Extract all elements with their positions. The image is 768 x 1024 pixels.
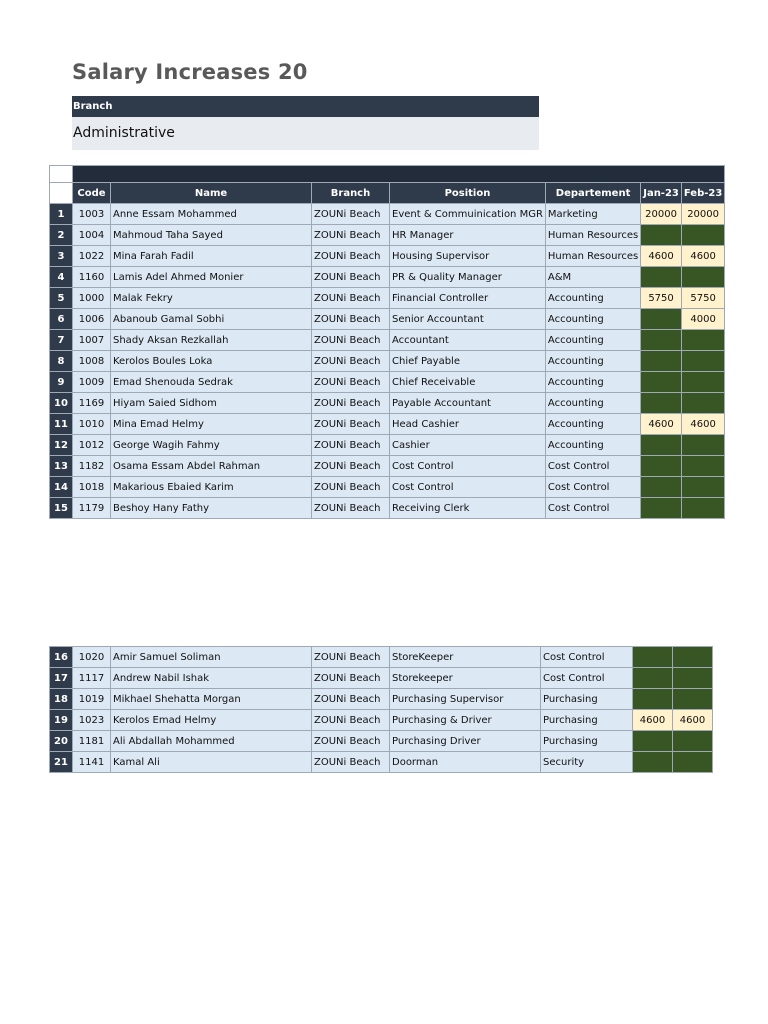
- table-row: [50, 498, 725, 519]
- table-row: [50, 288, 725, 309]
- cell-position: Receiving Clerk: [390, 498, 546, 519]
- cell-branch: ZOUNi Beach: [312, 246, 390, 267]
- cell-branch: ZOUNi Beach: [312, 393, 390, 414]
- branch-value: Administrative: [72, 117, 539, 150]
- page-title: Salary Increases 20: [72, 60, 308, 84]
- cell-code: 1009: [73, 372, 111, 393]
- cell-department: Accounting: [545, 435, 640, 456]
- table-row: [50, 647, 713, 668]
- cell-jan: 5750: [641, 288, 682, 309]
- cell-name: Kamal Ali: [111, 752, 312, 773]
- cell-jan: 4600: [641, 246, 682, 267]
- cell-position: Purchasing Driver: [390, 731, 541, 752]
- cell-position: Doorman: [390, 752, 541, 773]
- cell-jan: [633, 731, 673, 752]
- cell-feb: [681, 435, 724, 456]
- cell-name: Hiyam Saied Sidhom: [111, 393, 312, 414]
- row-number: 21: [50, 752, 73, 773]
- cell-department: Human Resources: [545, 225, 640, 246]
- cell-jan: [641, 435, 682, 456]
- cell-jan: [641, 477, 682, 498]
- cell-feb: [681, 393, 724, 414]
- cell-code: 1007: [73, 330, 111, 351]
- cell-department: Cost Control: [545, 498, 640, 519]
- cell-position: PR & Quality Manager: [390, 267, 546, 288]
- cell-code: 1019: [73, 689, 111, 710]
- cell-code: 1160: [73, 267, 111, 288]
- table-row: [50, 414, 725, 435]
- cell-department: Cost Control: [541, 668, 633, 689]
- cell-position: Chief Payable: [390, 351, 546, 372]
- cell-department: Accounting: [545, 414, 640, 435]
- cell-code: 1006: [73, 309, 111, 330]
- row-number: 14: [50, 477, 73, 498]
- row-number: 12: [50, 435, 73, 456]
- cell-feb: [673, 647, 713, 668]
- row-number: 5: [50, 288, 73, 309]
- row-number: 10: [50, 393, 73, 414]
- cell-feb: [673, 752, 713, 773]
- cell-code: 1169: [73, 393, 111, 414]
- cell-branch: ZOUNi Beach: [312, 731, 390, 752]
- cell-jan: [641, 456, 682, 477]
- cell-branch: ZOUNi Beach: [312, 288, 390, 309]
- cell-code: 1003: [73, 204, 111, 225]
- cell-position: Housing Supervisor: [390, 246, 546, 267]
- row-number: 15: [50, 498, 73, 519]
- cell-name: Shady Aksan Rezkallah: [111, 330, 312, 351]
- cell-position: Purchasing Supervisor: [390, 689, 541, 710]
- cell-jan: 20000: [641, 204, 682, 225]
- cell-branch: ZOUNi Beach: [312, 372, 390, 393]
- cell-department: Marketing: [545, 204, 640, 225]
- cell-name: Ali Abdallah Mohammed: [111, 731, 312, 752]
- cell-feb: 4600: [681, 246, 724, 267]
- row-number: 13: [50, 456, 73, 477]
- cell-feb: [681, 477, 724, 498]
- cell-branch: ZOUNi Beach: [312, 414, 390, 435]
- table-row: [50, 204, 725, 225]
- header-feb: Feb-23: [681, 183, 724, 204]
- cell-position: Financial Controller: [390, 288, 546, 309]
- cell-feb: [681, 225, 724, 246]
- cell-position: Cost Control: [390, 456, 546, 477]
- table-row: [50, 668, 713, 689]
- cell-branch: ZOUNi Beach: [312, 668, 390, 689]
- cell-code: 1004: [73, 225, 111, 246]
- row-number: 3: [50, 246, 73, 267]
- cell-position: Payable Accountant: [390, 393, 546, 414]
- row-number: 4: [50, 267, 73, 288]
- cell-name: Emad Shenouda Sedrak: [111, 372, 312, 393]
- cell-code: 1020: [73, 647, 111, 668]
- cell-department: Accounting: [545, 330, 640, 351]
- cell-jan: [641, 267, 682, 288]
- table-row: [50, 309, 725, 330]
- cell-branch: ZOUNi Beach: [312, 689, 390, 710]
- cell-department: Cost Control: [545, 477, 640, 498]
- cell-feb: 20000: [681, 204, 724, 225]
- cell-code: 1022: [73, 246, 111, 267]
- cell-position: Cost Control: [390, 477, 546, 498]
- cell-department: Purchasing: [541, 731, 633, 752]
- cell-name: Amir Samuel Soliman: [111, 647, 312, 668]
- branch-label: Branch: [72, 96, 539, 117]
- cell-department: Accounting: [545, 393, 640, 414]
- cell-feb: [673, 668, 713, 689]
- cell-name: Lamis Adel Ahmed Monier: [111, 267, 312, 288]
- cell-code: 1181: [73, 731, 111, 752]
- cell-jan: [641, 225, 682, 246]
- cell-position: StoreKeeper: [390, 647, 541, 668]
- cell-feb: [681, 351, 724, 372]
- cell-branch: ZOUNi Beach: [312, 330, 390, 351]
- header-code: Code: [73, 183, 111, 204]
- cell-branch: ZOUNi Beach: [312, 498, 390, 519]
- table-row: [50, 689, 713, 710]
- cell-branch: ZOUNi Beach: [312, 456, 390, 477]
- cell-branch: ZOUNi Beach: [312, 267, 390, 288]
- cell-position: Accountant: [390, 330, 546, 351]
- cell-feb: [681, 330, 724, 351]
- cell-department: Cost Control: [541, 647, 633, 668]
- cell-feb: [673, 731, 713, 752]
- cell-name: Abanoub Gamal Sobhi: [111, 309, 312, 330]
- cell-jan: [641, 330, 682, 351]
- cell-code: 1000: [73, 288, 111, 309]
- cell-branch: ZOUNi Beach: [312, 710, 390, 731]
- cell-jan: [633, 668, 673, 689]
- cell-name: Anne Essam Mohammed: [111, 204, 312, 225]
- cell-department: A&M: [545, 267, 640, 288]
- cell-position: Purchasing & Driver: [390, 710, 541, 731]
- cell-jan: [641, 393, 682, 414]
- cell-position: Event & Commuinication MGR: [390, 204, 546, 225]
- cell-name: Mikhael Shehatta Morgan: [111, 689, 312, 710]
- cell-code: 1010: [73, 414, 111, 435]
- table-header-row: [50, 183, 725, 204]
- row-number: 7: [50, 330, 73, 351]
- cell-name: Kerolos Boules Loka: [111, 351, 312, 372]
- row-number: 9: [50, 372, 73, 393]
- cell-department: Accounting: [545, 288, 640, 309]
- table-row: [50, 752, 713, 773]
- cell-jan: [641, 351, 682, 372]
- cell-branch: ZOUNi Beach: [312, 752, 390, 773]
- cell-feb: 4000: [681, 309, 724, 330]
- header-position: Position: [390, 183, 546, 204]
- header-department: Departement: [545, 183, 640, 204]
- cell-code: 1117: [73, 668, 111, 689]
- table-row: [50, 246, 725, 267]
- table-row: [50, 710, 713, 731]
- table-row: [50, 351, 725, 372]
- cell-feb: [681, 498, 724, 519]
- cell-department: Human Resources: [545, 246, 640, 267]
- cell-position: Chief Receivable: [390, 372, 546, 393]
- header-corner: [50, 183, 73, 204]
- cell-branch: ZOUNi Beach: [312, 309, 390, 330]
- cell-feb: [673, 689, 713, 710]
- header-jan: Jan-23: [641, 183, 682, 204]
- row-number: 1: [50, 204, 73, 225]
- cell-feb: [681, 267, 724, 288]
- cell-department: Purchasing: [541, 710, 633, 731]
- cell-code: 1023: [73, 710, 111, 731]
- table-row: [50, 477, 725, 498]
- cell-code: 1018: [73, 477, 111, 498]
- cell-name: George Wagih Fahmy: [111, 435, 312, 456]
- cell-name: Mahmoud Taha Sayed: [111, 225, 312, 246]
- cell-jan: [641, 498, 682, 519]
- cell-name: Osama Essam Abdel Rahman: [111, 456, 312, 477]
- table-row: [50, 456, 725, 477]
- cell-name: Malak Fekry: [111, 288, 312, 309]
- salary-table-continued: [49, 646, 713, 773]
- table-row: [50, 731, 713, 752]
- cell-feb: [681, 372, 724, 393]
- cell-department: Accounting: [545, 351, 640, 372]
- cell-department: Purchasing: [541, 689, 633, 710]
- cell-feb: 4600: [673, 710, 713, 731]
- cell-name: Mina Emad Helmy: [111, 414, 312, 435]
- cell-feb: 5750: [681, 288, 724, 309]
- table-row: [50, 393, 725, 414]
- cell-department: Accounting: [545, 372, 640, 393]
- row-number: 19: [50, 710, 73, 731]
- table-row: [50, 225, 725, 246]
- cell-jan: [641, 372, 682, 393]
- cell-position: Storekeeper: [390, 668, 541, 689]
- cell-branch: ZOUNi Beach: [312, 204, 390, 225]
- table-row: [50, 372, 725, 393]
- table-title-band: [50, 166, 725, 183]
- header-branch: Branch: [312, 183, 390, 204]
- cell-code: 1182: [73, 456, 111, 477]
- cell-name: Mina Farah Fadil: [111, 246, 312, 267]
- row-number: 18: [50, 689, 73, 710]
- cell-jan: [633, 752, 673, 773]
- table-row: [50, 267, 725, 288]
- row-number: 17: [50, 668, 73, 689]
- row-number: 8: [50, 351, 73, 372]
- cell-name: Makarious Ebaied Karim: [111, 477, 312, 498]
- cell-name: Kerolos Emad Helmy: [111, 710, 312, 731]
- header-name: Name: [111, 183, 312, 204]
- cell-feb: 4600: [681, 414, 724, 435]
- salary-table: [49, 165, 725, 519]
- row-number: 6: [50, 309, 73, 330]
- cell-feb: [681, 456, 724, 477]
- row-number: 20: [50, 731, 73, 752]
- cell-branch: ZOUNi Beach: [312, 647, 390, 668]
- cell-branch: ZOUNi Beach: [312, 477, 390, 498]
- cell-code: 1008: [73, 351, 111, 372]
- row-number: 16: [50, 647, 73, 668]
- table-row: [50, 330, 725, 351]
- row-number: 2: [50, 225, 73, 246]
- cell-jan: [641, 309, 682, 330]
- cell-name: Beshoy Hany Fathy: [111, 498, 312, 519]
- cell-branch: ZOUNi Beach: [312, 351, 390, 372]
- cell-jan: 4600: [641, 414, 682, 435]
- table-row: [50, 435, 725, 456]
- row-number: 11: [50, 414, 73, 435]
- cell-code: 1179: [73, 498, 111, 519]
- cell-jan: [633, 647, 673, 668]
- cell-department: Cost Control: [545, 456, 640, 477]
- cell-position: Cashier: [390, 435, 546, 456]
- cell-position: Senior Accountant: [390, 309, 546, 330]
- cell-code: 1012: [73, 435, 111, 456]
- cell-code: 1141: [73, 752, 111, 773]
- cell-branch: ZOUNi Beach: [312, 225, 390, 246]
- cell-department: Accounting: [545, 309, 640, 330]
- cell-position: Head Cashier: [390, 414, 546, 435]
- cell-jan: 4600: [633, 710, 673, 731]
- cell-position: HR Manager: [390, 225, 546, 246]
- cell-branch: ZOUNi Beach: [312, 435, 390, 456]
- cell-department: Security: [541, 752, 633, 773]
- cell-jan: [633, 689, 673, 710]
- cell-name: Andrew Nabil Ishak: [111, 668, 312, 689]
